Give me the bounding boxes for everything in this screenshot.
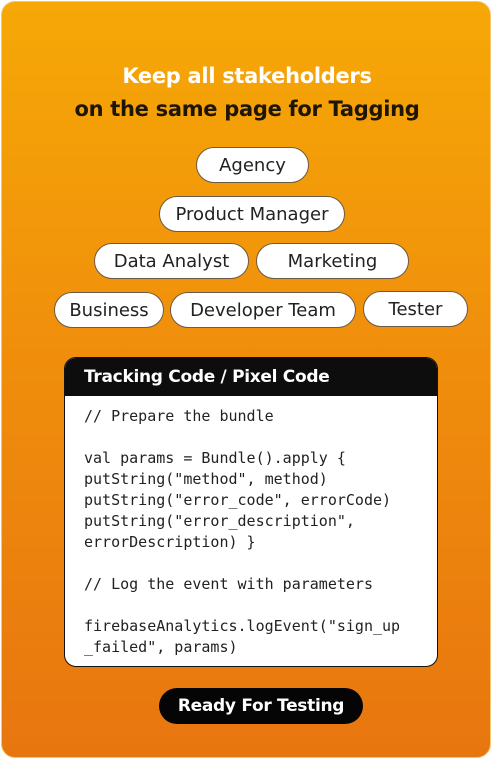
headline-line-1: Keep all stakeholders bbox=[122, 64, 372, 88]
tag-business[interactable]: Business bbox=[54, 292, 164, 328]
code-line bbox=[84, 595, 427, 616]
code-line: putString("method", method) bbox=[84, 470, 328, 488]
stakeholders-card bbox=[1, 1, 491, 758]
tag-tester[interactable]: Tester bbox=[363, 291, 468, 327]
code-line: // Prepare the bundle bbox=[84, 407, 274, 425]
tag-data-analyst[interactable]: Data Analyst bbox=[94, 243, 249, 279]
code-line: errorDescription) } bbox=[84, 533, 256, 551]
code-line: firebaseAnalytics.logEvent("sign_up bbox=[84, 617, 401, 635]
tag-marketing[interactable]: Marketing bbox=[256, 243, 409, 279]
code-line: putString("error_description", bbox=[84, 512, 355, 530]
code-block bbox=[65, 396, 437, 658]
headline bbox=[2, 60, 492, 126]
code-line bbox=[84, 427, 427, 448]
headline-line-2: on the same page for Tagging bbox=[74, 97, 420, 121]
code-line: // Log the event with parameters bbox=[84, 575, 373, 593]
code-line: val params = Bundle().apply { bbox=[84, 449, 346, 467]
ready-for-testing-button[interactable]: Ready For Testing bbox=[159, 688, 363, 724]
code-panel-title: Tracking Code / Pixel Code bbox=[65, 358, 437, 396]
tag-product-manager[interactable]: Product Manager bbox=[159, 196, 345, 232]
tag-agency[interactable]: Agency bbox=[196, 147, 309, 183]
tag-developer-team[interactable]: Developer Team bbox=[170, 292, 356, 328]
code-line bbox=[84, 553, 427, 574]
code-line: putString("error_code", errorCode) bbox=[84, 491, 392, 509]
code-panel bbox=[64, 357, 438, 667]
code-line: _failed", params) bbox=[84, 638, 238, 656]
